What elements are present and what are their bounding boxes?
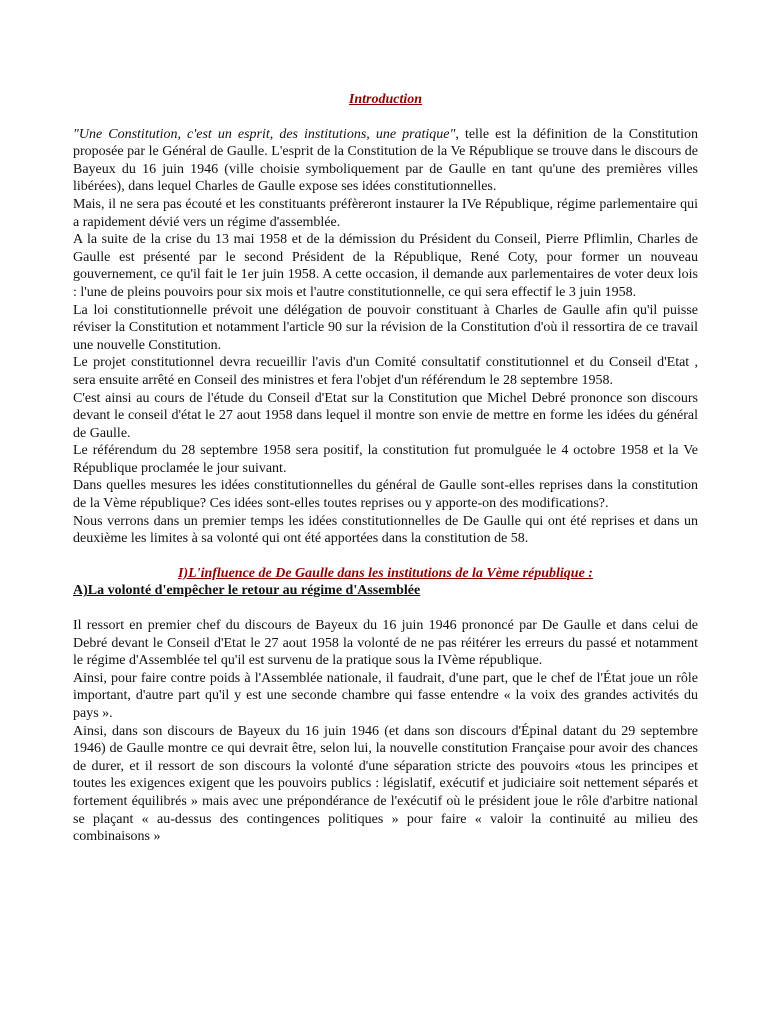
intro-first-rest: , telle est la définition de la Constitution proposée par le Général de Gaulle. L'esprit de la Constitution de la Ve République se trouve dans le discours de Bayeux du 16 juin 1946 (ville choisie symboliquement par de Gaulle en tant qu'une des premières villes libérées), dans lequel Charles de Gaulle expose ses idées constitutionnelles. bbox=[73, 126, 698, 195]
intro-paragraph-1 bbox=[73, 126, 698, 196]
intro-paragraph: Dans quelles mesures les idées constitutionnelles du général de Gaulle sont-elles reprises dans la constitution de la Vème république? Ces idées sont-elles toutes reprises ou y apporte-on des modifications?. bbox=[73, 478, 698, 512]
document-title: Introduction bbox=[348, 92, 423, 107]
intro-quote: "Une Constitution, c'est un esprit, des institutions, une pratique" bbox=[73, 126, 456, 142]
body-paragraph: Il ressort en premier chef du discours de Bayeux du 16 juin 1946 prononcé par De Gaulle et dans celui de Debré devant le Conseil d'Etat le 27 aout 1958 la volonté de ne pas réitérer les erreurs du passé et notamment le régime d'Assemblée tel qu'il est survenu de la pratique sous la IVème république. bbox=[73, 618, 698, 669]
intro-paragraph: C'est ainsi au cours de l'étude du Conseil d'Etat sur la Constitution que Michel Debré prononce son discours devant le conseil d'état le 27 aout 1958 dans lequel il montre son envie de mettre en forme les idées du général de Gaulle. bbox=[73, 390, 698, 441]
intro-paragraph: A la suite de la crise du 13 mai 1958 et de la démission du Président du Conseil, Pierre Pflimlin, Charles de Gaulle est présenté par le second Président de la République, René Coty, pour former un nouveau gouvernement, ce qu'il fait le 1er juin 1958. A cette occasion, il demande aux parlementaires de voter deux lois : l'une de pleins pouvoirs pour six mois et l'autre constitutionnelle, ce qui sera effectif le 3 juin 1958. bbox=[73, 232, 698, 300]
body-paragraph: Ainsi, dans son discours de Bayeux du 16 juin 1946 (et dans son discours d'Épinal datant du 29 septembre 1946) de Gaulle montre ce qui devrait être, selon lui, la nouvelle constitution Française pour avoir des chances de durer, et il ressort de son discours la volonté d'une séparation stricte des pouvoirs «tous les principes et toutes les exigences exigent que les pouvoirs publics : législatif, exécutif et judiciaire soit nettement séparés et fortement équilibrés » mais avec une prépondérance de l'exécutif où le président joue le rôle d'arbitre national se plaçant « au-dessus des contingences politiques » pour faire « valoir la continuité au milieu des combinaisons » bbox=[73, 723, 698, 845]
intro-paragraph: Le référendum du 28 septembre 1958 sera positif, la constitution fut promulguée le 4 octobre 1958 et la Ve République proclamée le jour suivant. bbox=[73, 443, 698, 476]
sub-heading: A)La volonté d'empêcher le retour au régime d'Assemblée bbox=[73, 583, 421, 599]
section-heading: I)L'influence de De Gaulle dans les institutions de la Vème république : bbox=[178, 565, 593, 581]
intro-paragraph: La loi constitutionnelle prévoit une délégation de pouvoir constituant à Charles de Gaulle afin qu'il puisse réviser la Constitution et notamment l'article 90 sur la révision de la Constitution d'où il ressortira de ce travail une nouvelle Constitution. bbox=[73, 302, 698, 353]
document-page bbox=[73, 91, 698, 846]
intro-paragraph: Mais, il ne sera pas écouté et les constituants préfèreront instaurer la IVe République, régime parlementaire qui a rapidement dévié vers un régime d'assemblée. bbox=[73, 196, 698, 230]
body-paragraph: Ainsi, pour faire contre poids à l'Assemblée nationale, il faudrait, d'une part, que le chef de l'État joue un rôle important, d'autre part qu'il y est une seconde chambre qui fasse entendre « la voix des grandes activités du pays ». bbox=[73, 670, 698, 721]
intro-paragraph: Nous verrons dans un premier temps les idées constitutionnelles de De Gaulle qui ont été reprises et dans un deuxième les limites à sa volonté qui ont été apportées dans la constitution de 58. bbox=[73, 513, 698, 547]
intro-paragraph: Le projet constitutionnel devra recueillir l'avis d'un Comité consultatif constitutionnel et du Conseil d'Etat , sera ensuite arrêté en Conseil des ministres et fera l'objet d'un référendum le 28 septembre 1958. bbox=[73, 355, 698, 388]
